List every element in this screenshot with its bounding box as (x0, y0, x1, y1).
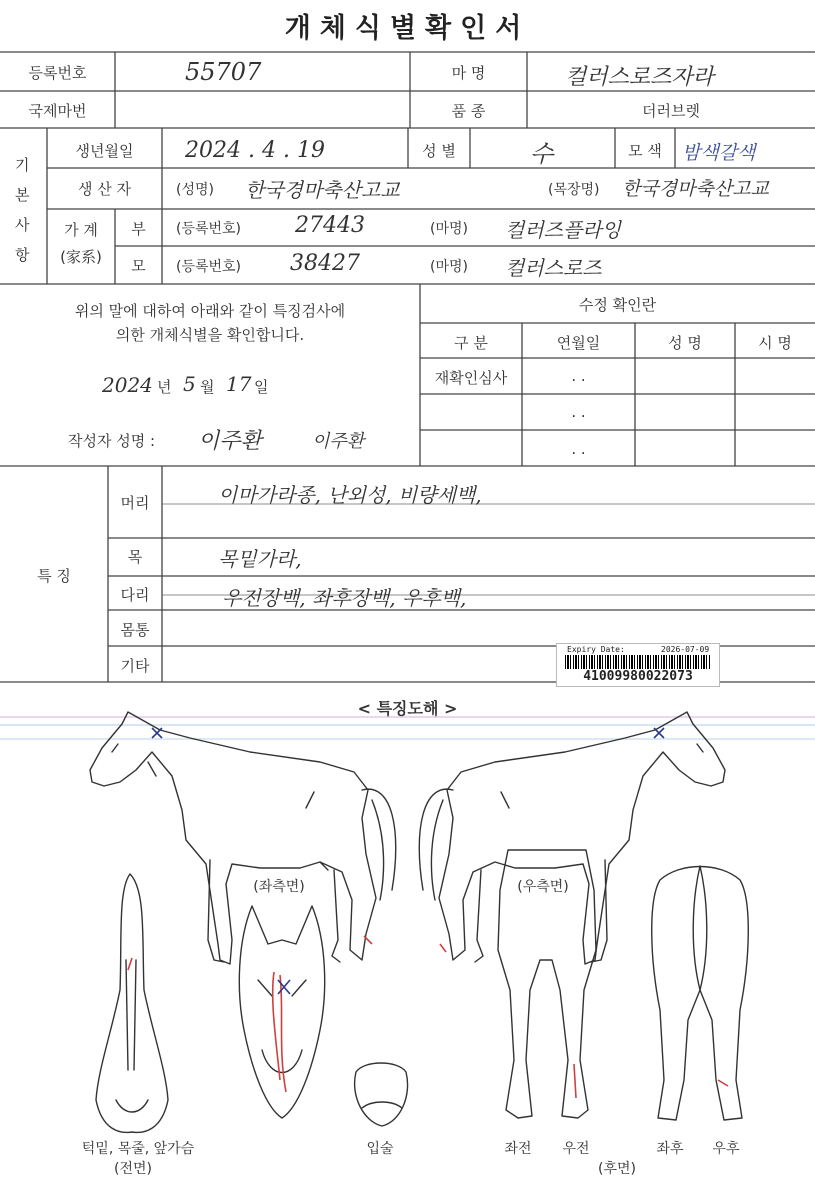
farm-name-value: 한국경마축산고교 (622, 178, 769, 200)
breed-label: 품 종 (451, 102, 486, 120)
revision-header-type: 구 분 (454, 334, 488, 352)
barcode-sticker (556, 643, 720, 687)
author-signature: 이주환 (312, 431, 365, 452)
hind-left-caption: 좌후 (656, 1141, 684, 1157)
barcode-expiry: 2026-07-09 (661, 645, 710, 654)
front-right-caption: 우전 (562, 1141, 590, 1157)
diagram-title: < 특징도해 > (357, 699, 458, 718)
neck-value: 목밑가라, (218, 547, 302, 571)
document-title: 개체식별확인서 (284, 13, 531, 44)
marking-x (152, 728, 664, 994)
dam-label: 모 (131, 257, 146, 275)
birth-label: 생년월일 (75, 142, 134, 160)
revision-row3-date: . . (571, 440, 586, 458)
front-caption: 턱밑, 목줄, 앞가슴 (81, 1141, 195, 1157)
month-unit: 월 (200, 378, 215, 396)
pedigree-label: 가 계 (64, 221, 98, 239)
breeder-label: 생 산 자 (77, 180, 131, 198)
dam-name-value: 컬러스로즈 (505, 256, 602, 280)
barcode-number: 41009980022073 (583, 669, 693, 684)
right-side-caption: (우측면) (517, 879, 569, 895)
left-side-horse (90, 712, 396, 964)
head-value: 이마가라종, 난외성, 비량세백, (218, 483, 482, 507)
etc-label: 기타 (120, 657, 150, 675)
sire-regno-sub: (등록번호) (176, 221, 242, 237)
reg-no-value: 55707 (185, 58, 262, 86)
revision-header-sign: 시 명 (758, 334, 792, 352)
day-unit: 일 (254, 378, 269, 396)
sire-name-value: 컬러즈플라잉 (505, 218, 621, 242)
dam-regno-sub: (등록번호) (176, 259, 242, 275)
features-section-label: 특 징 (37, 567, 71, 585)
leg-label: 다리 (120, 586, 150, 604)
sire-name-sub: (마명) (430, 221, 468, 237)
sire-label: 부 (131, 220, 146, 238)
breeder-name-value: 한국경마축산고교 (245, 178, 400, 202)
intl-no-label: 국제마번 (28, 102, 87, 120)
author-name: 이주환 (198, 429, 262, 454)
revision-header-name: 성 명 (668, 334, 702, 352)
breeder-name-sub: (성명) (176, 182, 214, 198)
author-label: 작성자 성명 : (68, 432, 156, 450)
color-value: 밤색갈색 (682, 142, 756, 164)
right-side-horse (419, 712, 725, 964)
year-unit: 년 (157, 378, 172, 396)
revision-title: 수정 확인란 (578, 296, 657, 314)
front-left-caption: 좌전 (504, 1141, 532, 1157)
barcode-expiry-label: Expiry Date: (567, 645, 625, 654)
date-year: 2024 (102, 373, 153, 397)
breed-value: 더러브렛 (642, 102, 700, 120)
left-side-caption: (좌측면) (253, 879, 305, 895)
leg-value: 우전장백, 좌후장백, 우후백, (222, 586, 467, 610)
statement-line1: 위의 말에 대하여 아래와 같이 특징검사에 (74, 302, 346, 320)
barcode-bars (565, 655, 711, 669)
date-month: 5 (183, 372, 196, 396)
revision-row1-type: 재확인심사 (434, 369, 508, 387)
hind-right-caption: 우후 (712, 1141, 740, 1157)
dam-regno-value: 38427 (290, 251, 360, 276)
revision-row1-date: . . (571, 367, 586, 385)
horse-name-label: 마 명 (451, 64, 486, 82)
basic-section-label: 기본사항 (15, 156, 30, 264)
neck-label: 목 (127, 548, 143, 566)
body-label: 몸통 (120, 621, 150, 639)
rear-view-horse (652, 866, 749, 1120)
color-label: 모 색 (628, 142, 662, 160)
dam-name-sub: (마명) (430, 259, 468, 275)
reg-no-label: 등록번호 (28, 64, 87, 82)
statement-line2: 의한 개체식별을 확인합니다. (115, 326, 305, 344)
pedigree-hanja: (家系) (60, 248, 102, 266)
front-view-horse (96, 874, 168, 1132)
revision-header-date: 연월일 (556, 334, 601, 352)
date-day: 17 (226, 372, 252, 396)
head-label: 머리 (120, 494, 150, 512)
lips-caption: 입술 (366, 1141, 394, 1157)
sex-value: 수 (530, 140, 554, 168)
horse-name-value: 컬러스로즈자라 (565, 65, 714, 90)
sire-regno-value: 27443 (295, 213, 365, 238)
farm-name-sub: (목장명) (548, 182, 600, 198)
horse-diagrams (0, 700, 815, 1197)
rear-sub-caption: (후면) (598, 1161, 636, 1177)
birth-value: 2024 . 4 . 19 (185, 138, 325, 163)
sex-label: 성 별 (422, 142, 456, 160)
revision-row2-date: . . (571, 403, 586, 421)
muzzle-view (355, 1063, 408, 1126)
front-sub-caption: (전면) (114, 1161, 152, 1177)
